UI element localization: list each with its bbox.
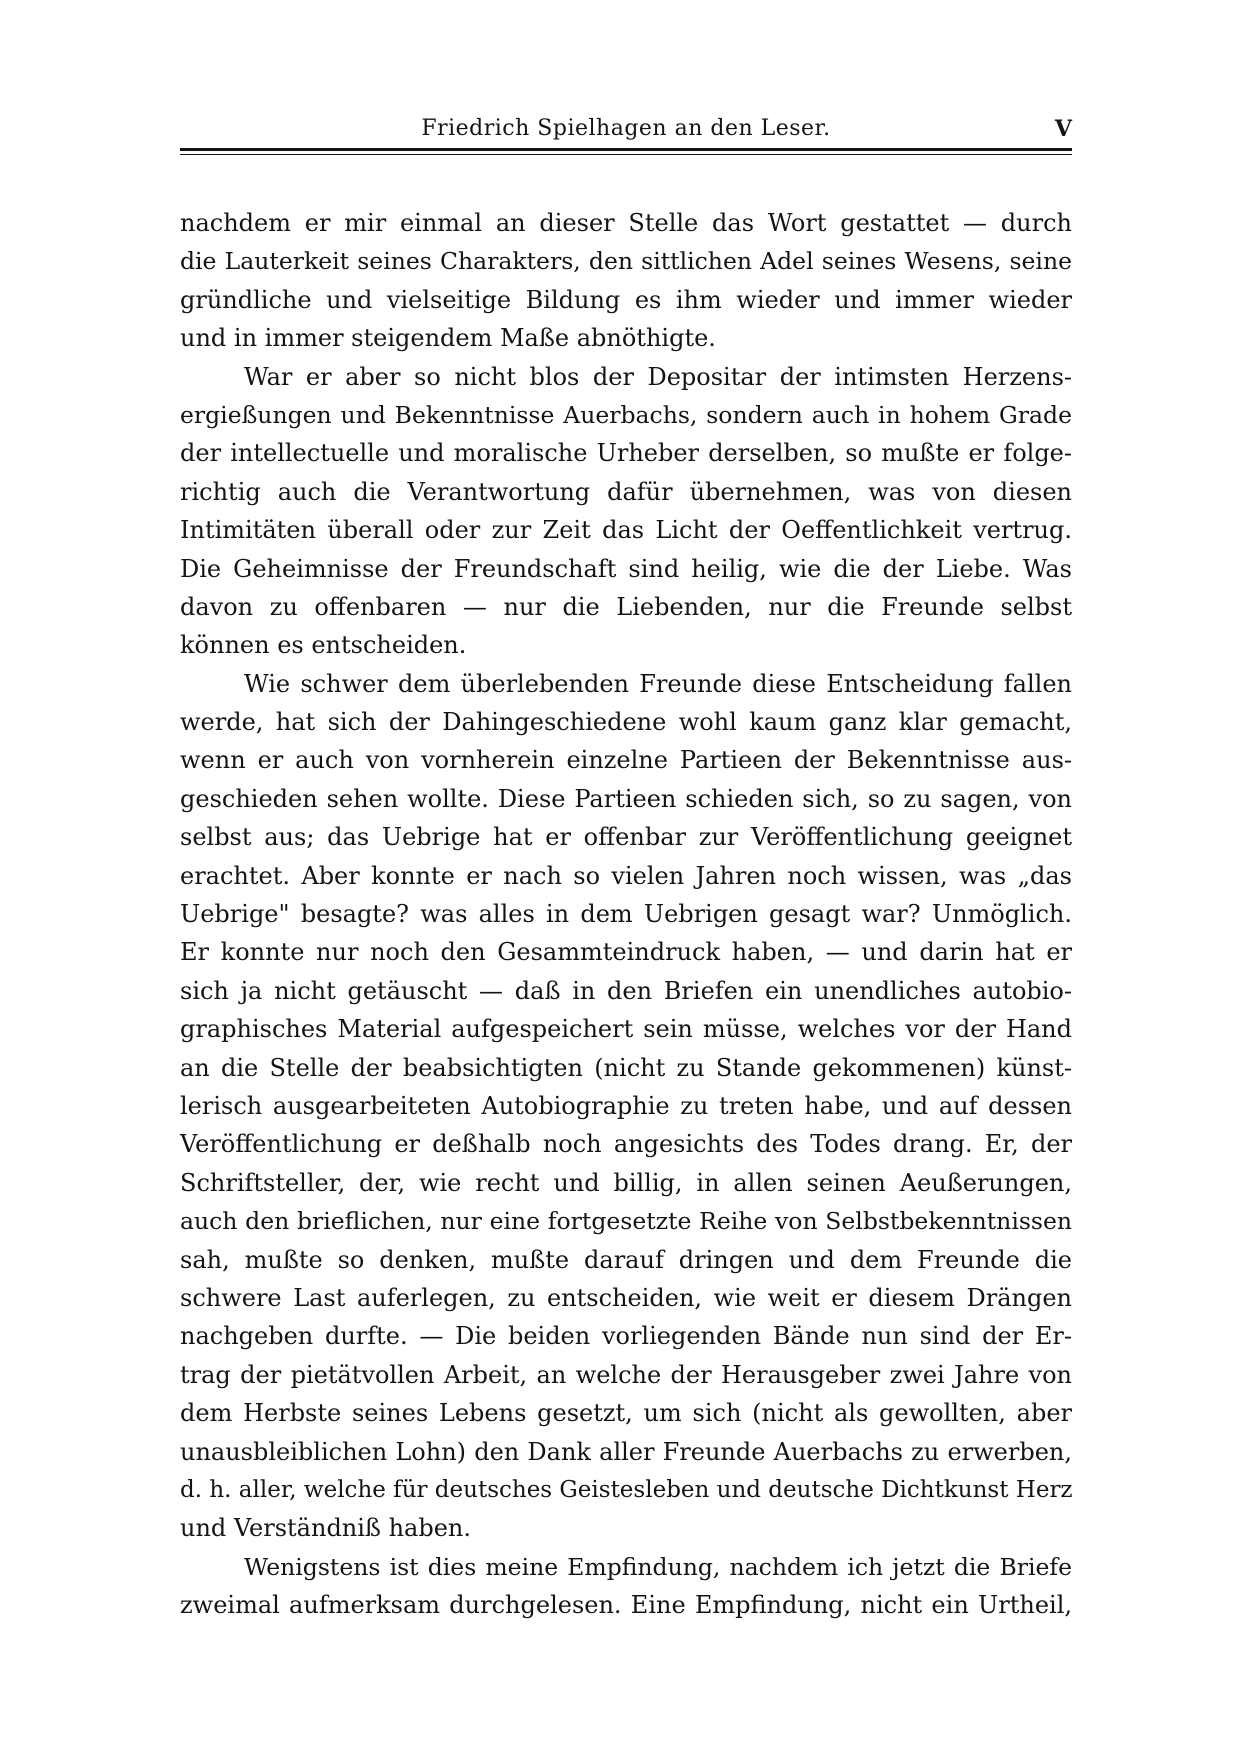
text-line: nachgeben durfte. — Die beiden vorliegenden Bände nun sind der Er- [180,1322,1072,1351]
text-line: und in immer steigendem Maße abnöthigte. [180,324,716,353]
text-line: Er konnte nur noch den Gesammteindruck haben, — und darin hat er [180,938,1072,967]
paragraph-1 [180,204,1072,358]
paragraph-4 [180,1548,1072,1625]
text-line: Intimitäten überall oder zur Zeit das Licht der Oeffentlichkeit vertrug. [180,516,1072,545]
text-line: wenn er auch von vornherein einzelne Partieen der Bekenntnisse aus- [180,746,1072,775]
header-rule-thin [180,154,1072,155]
text-line: auch den brieflichen, nur eine fortgesetzte Reihe von Selbstbekenntnissen [180,1207,1072,1236]
text-line: Die Geheimnisse der Freundschaft sind heilig, wie die der Liebe. Was [180,554,1072,583]
text-line: und Verständniß haben. [180,1514,472,1543]
text-line: d. h. aller, welche für deutsches Geistesleben und deutsche Dichtkunst Herz [180,1476,1073,1503]
running-header [180,112,1072,146]
text-line: Schriftsteller, der, wie recht und billig, in allen seinen Aeußerungen, [180,1168,1072,1197]
text-line: Veröffentlichung er deßhalb noch angesichts des Todes drang. Er, der [180,1130,1072,1159]
text-line: sah, mußte so denken, mußte darauf dringen und dem Freunde die [180,1245,1072,1274]
text-line: sich ja nicht getäuscht — daß in den Briefen ein unendliches autobio- [180,976,1072,1005]
text-line: zweimal aufmerksam durchgelesen. Eine Empfindung, nicht ein Urtheil, [180,1591,1072,1620]
body-text [180,204,1072,1624]
header-rule-thick [180,148,1072,151]
text-line: Wie schwer dem überlebenden Freunde diese Entscheidung fallen [244,669,1072,698]
paragraph-2 [180,358,1072,665]
text-line: nachdem er mir einmal an dieser Stelle das Wort gestattet — durch [180,209,1072,237]
text-line: richtig auch die Verantwortung dafür übernehmen, was von diesen [180,477,1072,506]
text-line: gründliche und vielseitige Bildung es ihm wieder und immer wieder [180,285,1072,314]
paragraph-3 [180,665,1072,1548]
text-line: erachtet. Aber konnte er nach so vielen Jahren noch wissen, was „das [180,861,1072,890]
text-line: an die Stelle der beabsichtigten (nicht zu Stande gekommenen) künst- [180,1053,1072,1082]
text-line: War er aber so nicht blos der Depositar der intimsten Herzens- [244,362,1072,391]
text-line: können es entscheiden. [180,631,467,660]
text-line: davon zu offenbaren — nur die Liebenden, nur die Freunde selbst [180,592,1072,621]
text-line: der intellectuelle und moralische Urheber derselben, so mußte er folge- [180,439,1072,468]
text-line: selbst aus; das Uebrige hat er offenbar zur Veröffentlichung geeignet [180,823,1072,852]
text-line: ergießungen und Bekenntnisse Auerbachs, sondern auch in hohem Grade [180,400,1072,429]
text-line: die Lauterkeit seines Charakters, den sittlichen Adel seines Wesens, seine [180,247,1072,276]
text-line: lerisch ausgearbeiteten Autobiographie zu treten habe, und auf dessen [180,1091,1072,1120]
page-number: V [1054,116,1072,142]
text-line: Uebrige" besagte? was alles in dem Uebrigen gesagt war? Unmöglich. [180,900,1072,929]
text-line: unausbleiblichen Lohn) den Dank aller Freunde Auerbachs zu erwerben, [180,1437,1072,1466]
running-title: Friedrich Spielhagen an den Leser. [421,116,831,141]
text-line: schwere Last auferlegen, zu entscheiden, wie weit er diesem Drängen [180,1283,1072,1312]
text-line: werde, hat sich der Dahingeschiedene wohl kaum ganz klar gemacht, [180,708,1072,737]
text-line: Wenigstens ist dies meine Empfindung, nachdem ich jetzt die Briefe [244,1552,1072,1581]
text-line: trag der pietätvollen Arbeit, an welche der Herausgeber zwei Jahre von [180,1360,1072,1389]
text-line: graphisches Material aufgespeichert sein müsse, welches vor der Hand [180,1015,1072,1044]
text-line: dem Herbste seines Lebens gesetzt, um sich (nicht als gewollten, aber [180,1399,1072,1428]
text-line: geschieden sehen wollte. Diese Partieen schieden sich, so zu sagen, von [180,784,1072,813]
